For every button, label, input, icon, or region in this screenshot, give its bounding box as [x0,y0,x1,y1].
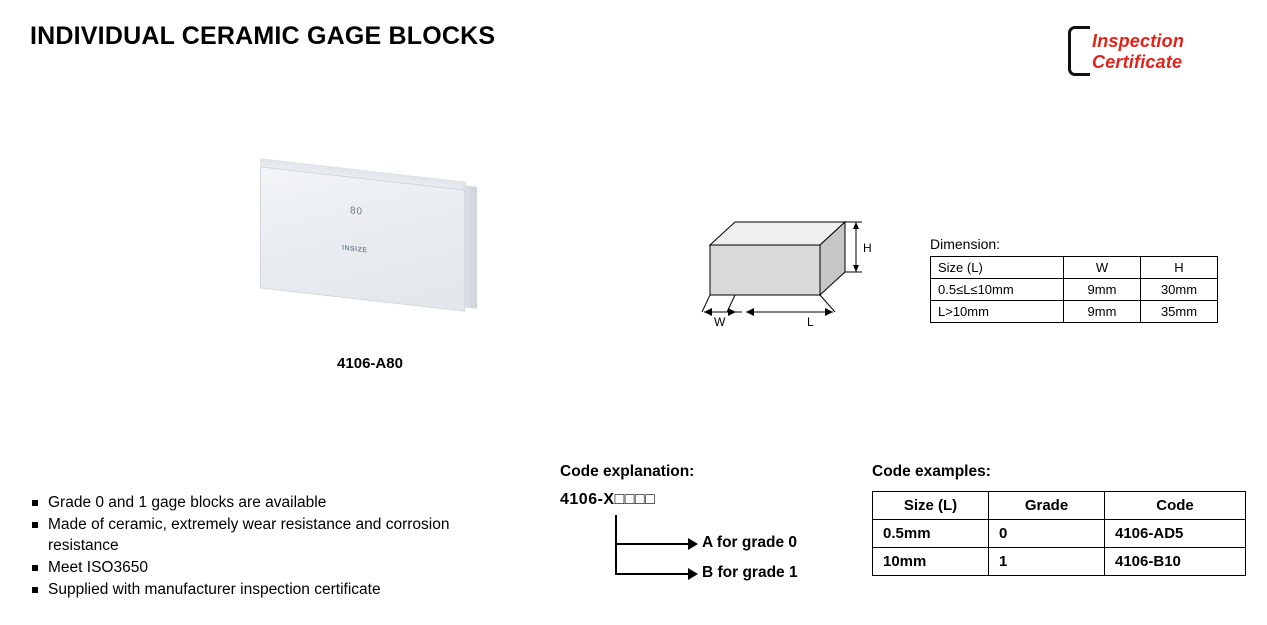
table-header-row [931,257,1218,279]
table-row [873,548,1246,576]
list-item: Meet ISO3650 [30,557,490,578]
dimension-cell-h: 30mm [1141,279,1218,301]
dimension-cell-w: 9mm [1064,279,1141,301]
list-item: Grade 0 and 1 gage blocks are available [30,492,490,513]
dimension-header-w: W [1064,257,1141,279]
examples-header-code: Code [1105,492,1246,520]
iso-label-l: L [807,315,814,329]
page-title: INDIVIDUAL CERAMIC GAGE BLOCKS [30,22,496,50]
dimension-title: Dimension: [930,236,1001,252]
code-explanation-heading: Code explanation: [560,463,695,480]
arrow-head-2 [688,568,698,580]
table-row [873,520,1246,548]
examples-cell-code: 4106-B10 [1105,548,1246,576]
examples-header-grade: Grade [989,492,1105,520]
dimension-cell-size: 0.5≤L≤10mm [931,279,1064,301]
dimension-header-h: H [1141,257,1218,279]
examples-cell-size: 10mm [873,548,989,576]
examples-cell-code: 4106-AD5 [1105,520,1246,548]
gage-block-photo [250,168,490,318]
dimension-header-size: Size (L) [931,257,1064,279]
arrow-label-2: B for grade 1 [702,564,798,581]
dimension-cell-size: L>10mm [931,301,1064,323]
table-header-row [873,492,1246,520]
examples-cell-grade: 0 [989,520,1105,548]
list-item: Made of ceramic, extremely wear resistance and corrosion resistance [30,514,490,556]
dimension-table [930,256,1218,323]
block-brand-marking: INSIZE [342,244,368,255]
inspection-certificate-logo [1068,26,1240,78]
block-side-edge [463,185,477,309]
arrow-line-1 [615,543,690,545]
product-code-caption: 4106-A80 [337,355,403,372]
block-front-face [260,166,465,311]
examples-cell-size: 0.5mm [873,520,989,548]
iso-label-w: W [714,315,726,329]
examples-header-size: Size (L) [873,492,989,520]
arrow-label-1: A for grade 0 [702,534,798,551]
examples-cell-grade: 1 [989,548,1105,576]
table-row [931,279,1218,301]
code-arrow-diagram [560,515,850,585]
logo-line-1: Inspection [1092,31,1185,51]
block-size-marking: 80 [350,205,364,218]
arrow-stem [615,515,617,575]
list-item: Supplied with manufacturer inspection certificate [30,579,490,600]
code-examples-heading: Code examples: [872,463,991,480]
arrow-head-1 [688,538,698,550]
logo-text [1092,31,1184,73]
iso-svg [690,190,890,340]
dimension-section [930,236,1218,323]
logo-line-2: Certificate [1092,52,1183,72]
code-explanation-section [560,463,850,585]
dimension-cell-h: 35mm [1141,301,1218,323]
code-pattern: 4106-X□□□□ [560,491,656,508]
table-row [931,301,1218,323]
code-examples-section [872,463,1246,576]
arrow-line-2 [615,573,690,575]
code-examples-table [872,491,1246,576]
iso-label-h: H [863,241,872,255]
feature-list [30,492,490,601]
dimension-cell-w: 9mm [1064,301,1141,323]
isometric-dimension-drawing [690,190,890,340]
